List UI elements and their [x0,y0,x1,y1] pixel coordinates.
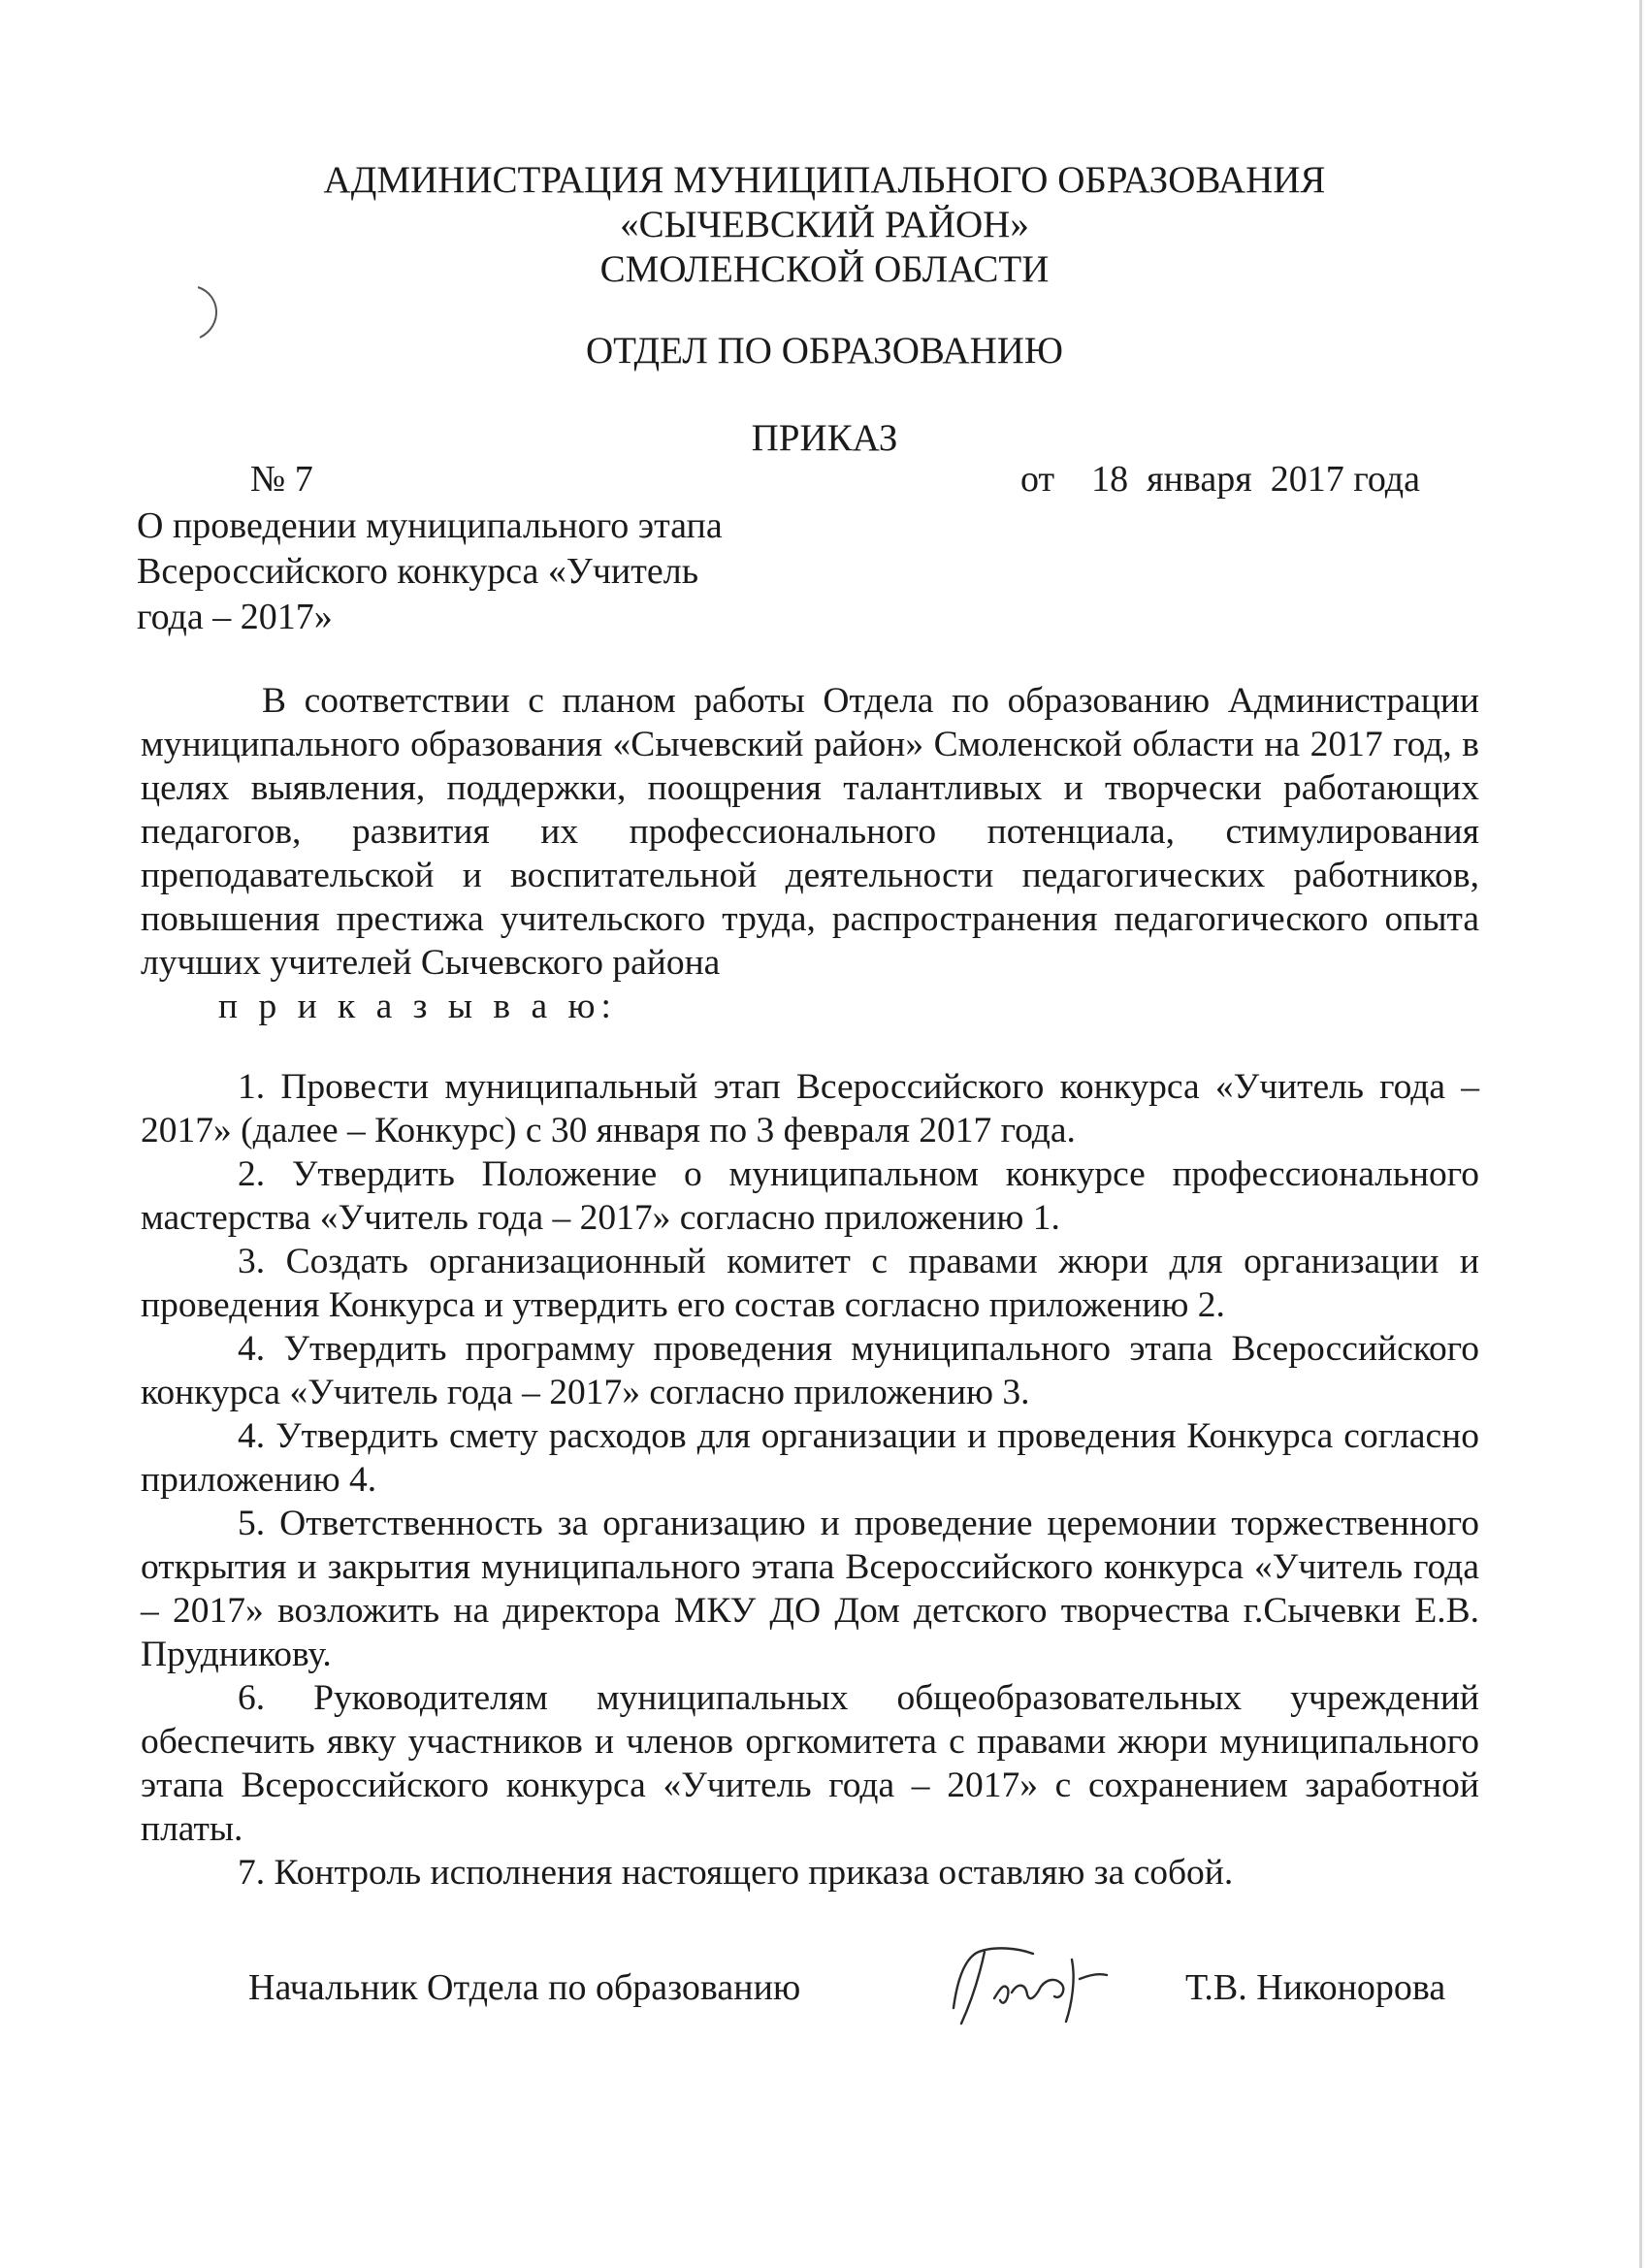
order-item-6: 6. Руководителям муниципальных общеобразовательных учреждений обеспечить явку участников и членов оргкомитета с правами жюри муниципального этапа Всероссийского конкурса «Учитель года – 2017» с сохранением заработной платы. [141,1678,1479,1849]
preamble-block [141,679,1479,1028]
signature-position: Начальник Отдела по образованию [248,1967,801,2008]
order-items-list [141,1065,1479,1895]
order-item-4: 4. Утвердить программу проведения муниципального этапа Всероссийского конкурса «Учитель года – 2017» согласно приложению 3. [141,1329,1479,1412]
subject-line-2: Всероссийского конкурса «Учитель [137,551,699,592]
order-item-7: 7. Контроль исполнения настоящего приказа оставляю за собой. [238,1853,1234,1893]
order-date: от 18 января 2017 года [1020,459,1420,500]
preamble-paragraph: В соответствии с планом работы Отдела по образованию Администрации муниципального образования «Сычевский район» Смоленской области на 2017 год, в целях выявления, поддержки, поощрения талантливых и творчески работающих педагогов, развития их профессионального потенциала, стимулирования преподавательской и воспитательной деятельности педагогических работников, повышения престижа учительского труда, распространения педагогического опыта лучших учителей Сычевского района [141,681,1479,983]
order-number: № 7 [250,459,313,500]
order-item-4b: 4. Утвердить смету расходов для организации и проведения Конкурса согласно приложению 4. [141,1416,1479,1500]
header-line-3: СМОЛЕНСКОЙ ОБЛАСТИ [599,248,1050,290]
signature-name: Т.В. Никонорова [1185,1967,1446,2008]
document-type-title: ПРИКАЗ [751,417,898,459]
department-title: ОТДЕЛ ПО ОБРАЗОВАНИЮ [585,330,1063,372]
order-item-5: 5. Ответственность за организацию и проведение церемонии торжественного открытия и закрытия муниципального этапа Всероссийского конкурса «Учитель года – 2017» возложить на директора МКУ ДО Дом детского творчества г.Сычевки Е.В. Прудникову. [141,1504,1479,1674]
header-line-1: АДМИНИСТРАЦИЯ МУНИЦИПАЛЬНОГО ОБРАЗОВАНИЯ [323,159,1326,201]
subject-line-3: года – 2017» [137,597,333,637]
order-item-2: 2. Утвердить Положение о муниципальном конкурсе профессионального мастерства «Учитель года – 2017» согласно приложению 1. [141,1154,1479,1238]
order-word: п р и к а з ы в а ю: [218,987,617,1026]
header-line-2: «СЫЧЕВСКИЙ РАЙОН» [620,204,1029,245]
order-item-3: 3. Создать организационный комитет с правами жюри для организации и проведения Конкурса и утвердить его состав согласно приложению 2. [141,1242,1479,1325]
handwritten-signature [936,1940,1149,2032]
subject-line-1: О проведении муниципального этапа [137,505,723,546]
order-item-1: 1. Провести муниципальный этап Всероссийского конкурса «Учитель года – 2017» (далее – Конкурс) с 30 января по 3 февраля 2017 года. [141,1067,1479,1150]
